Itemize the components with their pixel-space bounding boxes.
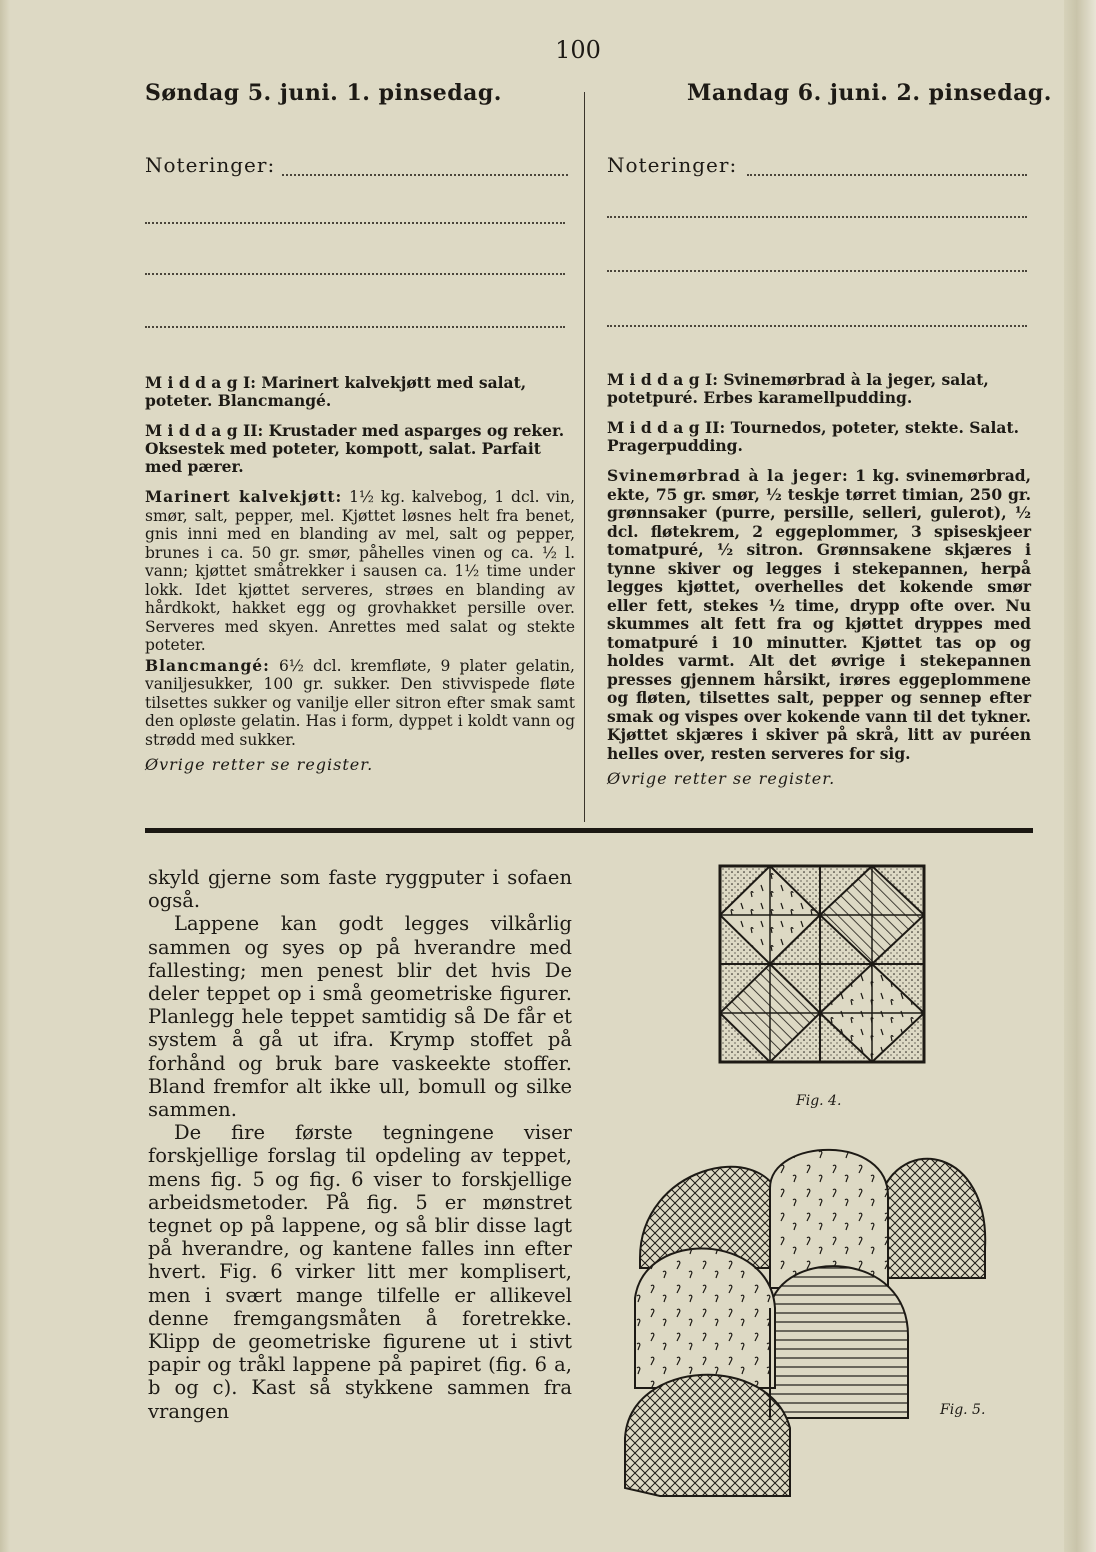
left-middag-1: M i d d a g I: Marinert kalvekjøtt med salat, poteter. Blancmangé. bbox=[145, 373, 527, 410]
left-other-dishes: Øvrige retter se register. bbox=[145, 755, 374, 774]
right-recipe-text: 1 kg. svinemørbrad, ekte, 75 gr. smør, ½ teskje tørret timian, 250 gr. grønnsaker (purre, persille, selleri, gulerot), ½ dcl. fløtekrem, 2 eggeplommer, 3 spiseskjeer tomatpuré, ½ sitron. Grønnsakene skjæres i tynne skiver og legges i stekepannen, herpå legges kjøttet, overhelles det kokende smør eller fett, stekes ½ time, drypp ofte over. Nu skummes alt fett fra og kjøttet dryppes med tomatpuré i 10 minutter. Kjøttet tas op og holdes varmt. Alt det øvrige i stekepannen presses gjennem hårsikt, irøres eggeplommene og fløten, tilsettes salt, pepper og sennep efter smak og vispes over kokende vann til det tykner. Kjøttet skjæres i skiver på skrå, litt av puréen helles over, resten serveres for sig. bbox=[607, 466, 1031, 763]
left-notes-line-3 bbox=[145, 273, 565, 275]
left-recipe-2-text: 6½ dcl. kremfløte, 9 plater gelatin, vaniljesukker, 100 gr. sukker. Den stivvispede fløte tilsettes sukker og vanilje eller sitron efter smak samt den opløste gelatin. Has i form, dyppet i koldt vann og strødd med sukker. bbox=[145, 656, 575, 749]
article-paragraph-3: De fire første tegningene viser forskjellige forslag til opdeling av teppet, mens fig. 5 og fig. 6 viser to forskjellige arbeidsmetoder. På fig. 5 er mønstret tegnet op på lappene, og så blir disse lagt på hverandre, og kantene falles inn efter hvert. Fig. 6 virker litt mer komplisert, men i svært mange tilfelle er allikevel denne fremgangsmåten å foretrekke. Klipp de geometriske figurene ut i stivt papir og tråkl lappene på papiret (fig. 6 a, b og c). Kast så stykkene sammen fra vrangen bbox=[148, 1121, 572, 1423]
left-notes-line-4 bbox=[145, 326, 565, 328]
left-notes-label: Noteringer: bbox=[145, 153, 276, 177]
section-rule bbox=[145, 828, 1033, 833]
left-notes-line-2 bbox=[145, 222, 565, 224]
right-notes-line-3 bbox=[607, 270, 1027, 272]
right-other-dishes: Øvrige retter se register. bbox=[607, 769, 836, 788]
right-middag-1: M i d d a g I: Svinemørbrad à la jeger, salat, potetpuré. Erbes karamellpudding. bbox=[607, 370, 989, 407]
left-recipe-1-title: Marinert kalvekjøtt: bbox=[145, 487, 343, 506]
article-paragraph-2: Lappene kan godt legges vilkårlig sammen og syes op på hverandre med fallesting; men penest blir det hvis De deler teppet op i små geometriske figurer. Planlegg hele teppet samtidig så De får et system å gå ut ifra. Krymp stoffet på forhånd og bruk bare vaskeekte stoffer. Bland fremfor alt ikke ull, bomull og silke sammen. bbox=[148, 912, 572, 1122]
left-day-heading: Søndag 5. juni. 1. pinsedag. bbox=[145, 80, 502, 106]
right-middag-2: M i d d a g II: Tournedos, poteter, stekte. Salat. Pragerpudding. bbox=[607, 418, 1020, 455]
left-menu-column bbox=[145, 374, 575, 774]
column-divider bbox=[584, 92, 585, 822]
right-notes-label: Noteringer: bbox=[607, 153, 738, 177]
right-notes-line-4 bbox=[607, 325, 1027, 327]
page-edge-right bbox=[1064, 0, 1096, 1552]
right-notes-line-1 bbox=[747, 174, 1027, 176]
left-middag-2: M i d d a g II: Krustader med asparges og reker. Oksestek med poteter, kompott, salat. Parfait med pærer. bbox=[145, 421, 565, 476]
left-recipe-2-title: Blancmangé: bbox=[145, 655, 270, 675]
right-recipe bbox=[607, 467, 1031, 763]
right-day-heading: Mandag 6. juni. 2. pinsedag. bbox=[687, 80, 1052, 106]
article-paragraph-1: skyld gjerne som faste ryggputer i sofaen også. bbox=[148, 866, 572, 913]
figure-4-caption: Fig. 4. bbox=[796, 1093, 842, 1109]
right-recipe-title: Svinemørbrad à la jeger: bbox=[607, 466, 849, 485]
left-recipe-2 bbox=[145, 657, 575, 750]
figure-5-caption: Fig. 5. bbox=[940, 1402, 986, 1418]
right-menu-column bbox=[607, 371, 1031, 788]
page-shadow-left bbox=[0, 0, 10, 1552]
article-body bbox=[148, 866, 572, 1423]
figure-5-quilt-patches bbox=[620, 1138, 990, 1500]
figure-4-quilt-pattern bbox=[718, 864, 926, 1064]
page-number: 100 bbox=[555, 36, 601, 64]
left-recipe-1-text: 1½ kg. kalvebog, 1 dcl. vin, smør, salt, pepper, mel. Kjøttet løsnes helt fra benet, gnis inni med en blanding av mel, salt og pepper, brunes i ca. 50 gr. smør, påhelles vinen og ca. ½ l. vann; kjøttet småtrekker i sausen ca. 1½ time under lokk. Idet kjøttet serveres, strøes en blanding av hårdkokt, hakket egg og grovhakket persille over. Serveres med skyen. Anrettes med salat og stekte poteter. bbox=[145, 488, 576, 654]
left-recipe-1 bbox=[145, 488, 575, 655]
left-notes-line-1 bbox=[282, 174, 568, 176]
right-notes-line-2 bbox=[607, 216, 1027, 218]
